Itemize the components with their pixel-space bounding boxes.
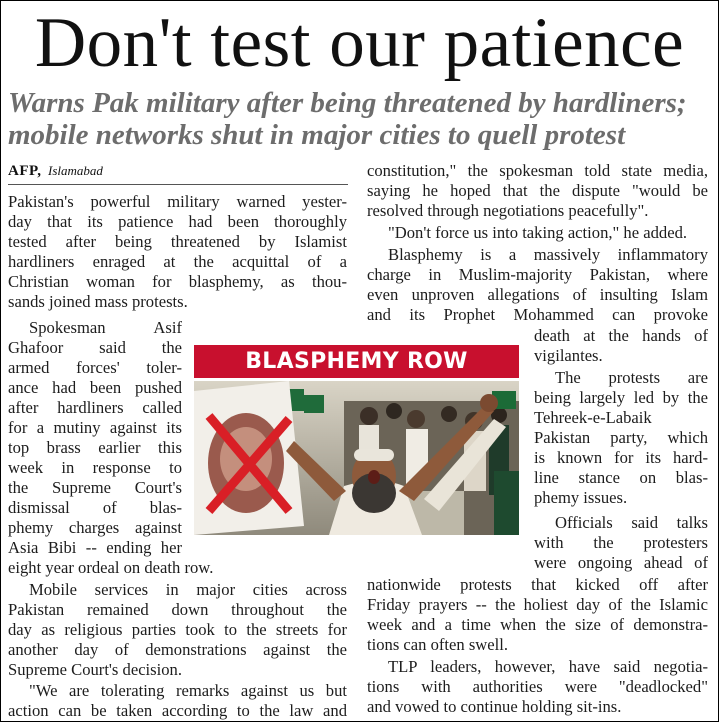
body-text-line: Pakistan party, which (534, 428, 708, 447)
body-text-line: Officials said talks (555, 513, 708, 532)
body-text-line: even unproven allegations of insulting Islam (367, 285, 708, 304)
body-text-line: top brass earlier this (8, 438, 182, 457)
body-text-line: Mobile services in major cities across (29, 580, 347, 599)
body-text-line: phemy issues. (534, 488, 628, 507)
body-text-line: and its Prophet Mohammed can provoke (367, 305, 708, 324)
body-text-line: day as religious parties took to the streets for (8, 620, 347, 639)
body-text-line: after hardliners called (8, 398, 182, 417)
body-text-line: The protests are (555, 368, 708, 387)
body-text-line: nationwide protests that kicked off after (367, 575, 708, 594)
body-text-line: Friday prayers -- the holiest day of the Islamic (367, 595, 708, 614)
body-text-line: day that its patience had been thoroughly (8, 212, 347, 231)
body-text-line: for a mutiny against its (8, 418, 182, 437)
body-text-line: death at the hands of (534, 326, 708, 345)
body-text-line: Supreme Court's decision. (8, 660, 182, 679)
body-text-line: constitution," the spokesman told state media, (367, 161, 708, 180)
body-text-line: Ghafoor said the (8, 338, 182, 357)
body-text-line: TLP leaders, however, have said negotia- (388, 657, 708, 676)
body-text-line: "We are tolerating remarks against us but (29, 681, 347, 700)
body-text-line: action can be taken according to the law and (8, 701, 347, 720)
photo-box (194, 345, 519, 535)
body-text-line: tions with authorities were "deadlocked" (367, 677, 708, 696)
body-text-line: week in response to (8, 458, 182, 477)
body-text-line: week and a time when the size of demonstra- (367, 615, 708, 634)
body-text-line: dismissal of blas- (8, 498, 182, 517)
byline-rule (8, 184, 348, 185)
body-text-line: Christian woman for blasphemy, as thou- (8, 272, 347, 291)
body-text-line: eight year ordeal on death row. (8, 558, 214, 577)
body-text-line: saying he hoped that the dispute "would be (367, 181, 708, 200)
body-text-line: another day of demonstrations against the (8, 640, 347, 659)
body-text-line: tested after being threatened by Islamist (8, 232, 347, 251)
body-text-line: vigilantes. (534, 346, 603, 365)
body-text-line: Spokesman Asif (29, 318, 182, 337)
body-text-line: Pakistan's powerful military warned yester- (8, 192, 347, 211)
body-text-line: with the protesters (534, 533, 708, 552)
protest-photo (194, 381, 519, 535)
body-text-line: sands joined mass protests. (8, 292, 188, 311)
body-text-line: were ongoing ahead of (534, 553, 708, 572)
body-text-line: hardliners enraged at the acquittal of a (8, 252, 347, 271)
deck (8, 87, 712, 151)
byline-place: Islamabad (48, 163, 103, 178)
body-text-line: resolved through negotiations peacefully". (367, 201, 649, 220)
body-text-line: Asia Bibi -- ending her (8, 538, 182, 557)
byline-agency: AFP, (8, 163, 42, 179)
headline: Don't test our patience (34, 4, 685, 82)
body-text-line: the Supreme Court's (8, 478, 182, 497)
body-text-line: charge in Muslim-majority Pakistan, where (367, 265, 708, 284)
body-text-line: Pakistan remained down throughout the (8, 600, 347, 619)
deck-line: mobile networks shut in major cities to quell protest (8, 119, 626, 151)
body-text-line: ance had been pushed (8, 378, 182, 397)
body-text-line: armed forces' toler- (8, 358, 182, 377)
deck-line: Warns Pak military after being threatened by hardliners; (8, 87, 687, 119)
body-text-line: and vowed to continue holding sit-ins. (367, 697, 622, 716)
body-text-line: being largely led by the (534, 388, 708, 407)
body-text-line: phemy charges against (8, 518, 182, 537)
body-text-line: Tehreek-e-Labaik (534, 408, 652, 427)
byline (8, 163, 103, 180)
body-text-line: "Don't force us into taking action," he added. (388, 223, 688, 242)
body-text-line: tions can often swell. (367, 635, 509, 654)
photo-banner: BLASPHEMY ROW (194, 345, 519, 378)
body-text-line: is known for its hard- (534, 448, 708, 467)
body-text-line: line stance on blas- (534, 468, 708, 487)
body-text-line: Blasphemy is a massively inflammatory (388, 245, 708, 264)
protest-photo-illustration (194, 381, 519, 535)
